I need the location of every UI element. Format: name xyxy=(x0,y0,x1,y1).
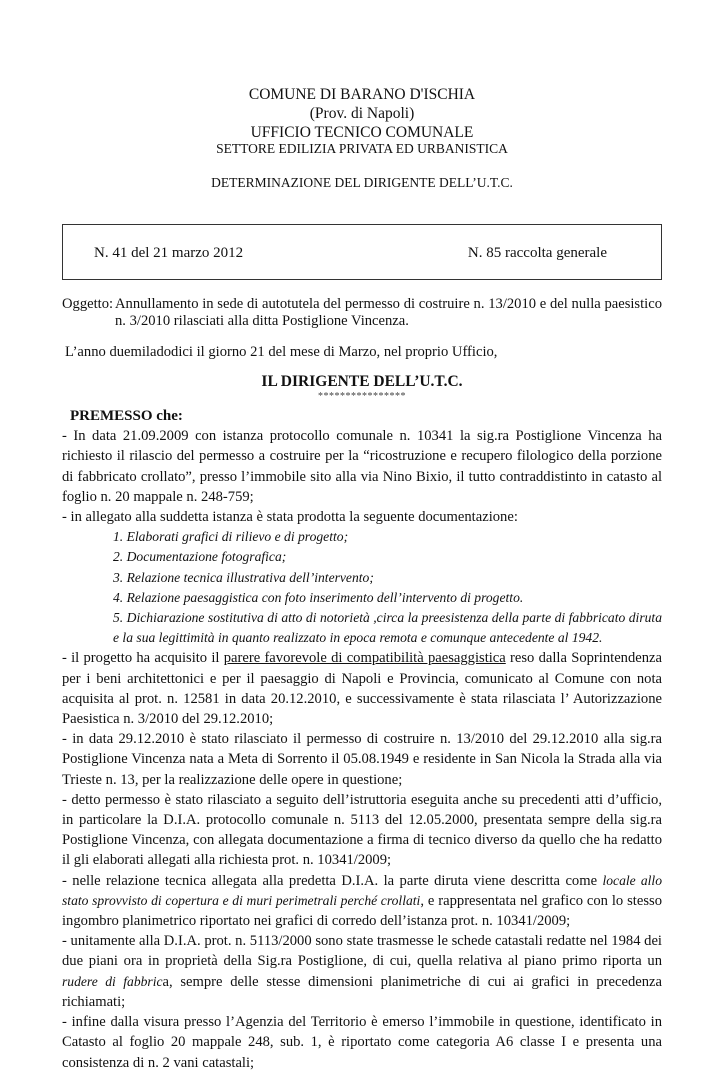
paragraph-text: , e rappresentata nel grafico con lo stesso ingombro planimetrico riportato nei grafici di corredo dell’istanza prot. n. 10341/2009; xyxy=(62,892,662,930)
list-item: 1. Elaborati grafici di rilievo e di progetto; xyxy=(113,529,349,545)
provincia: (Prov. di Napoli) xyxy=(309,105,415,122)
determination-number-box xyxy=(62,224,662,280)
paragraph-text: a, sempre delle stesse dimensioni planimetriche di cui ai grafici in precedenza richiamati; xyxy=(62,973,662,1010)
paragraph-text: reso dalla Soprintendenza per i beni architettonici e per il paesaggio di Napoli e Provincia, comunicato al Comune con nota acquisita al prot. n. 12581 in data 20.12.2010, e successivamente è stata rilasciata l’ Autorizzazione Paesistica n. 3/2010 del 29.12.2010; xyxy=(62,650,662,728)
italic-text: locale allo stato sprovvisto di copertura e di muri perimetrali perché crollati xyxy=(62,872,662,908)
italic-text: rudere di fabbric xyxy=(62,973,163,989)
subject xyxy=(62,296,662,329)
paragraph-6 xyxy=(62,871,662,932)
premesso-heading: PREMESSO che: xyxy=(70,408,183,425)
document-body xyxy=(62,296,662,1073)
list-item: 2. Documentazione fotografica; xyxy=(113,549,287,565)
paragraph-text: - nelle relazione tecnica allegata alla predetta D.I.A. la parte diruta viene descritta come xyxy=(62,872,603,889)
paragraph-4: - in data 29.12.2010 è stato rilasciato il permesso di costruire n. 13/2010 del 29.12.2010 alla sig.ra Postiglione Vincenza nata a Meta di Sorrento il 05.08.1949 e residente in San Nicola la Strada alla via Trieste n. 13, per la realizzazione delle opere in questione; xyxy=(62,731,662,788)
ufficio: UFFICIO TECNICO COMUNALE xyxy=(250,124,474,141)
paragraph-3 xyxy=(62,648,662,729)
paragraph-5: - detto permesso è stato rilasciato a seguito dell’istruttoria eseguita anche su precedenti atti d’ufficio, in particolare la D.I.A. protocollo comunale n. 5113 del 12.05.2000, presentata sempre della sig.ra Postiglione Vincenza, con allegata documentazione a firma di tecnico diverso da quello che ha redatto il gli elaborati allegati alla richiesta prot. n. 10341/2009; xyxy=(62,791,662,869)
determination-number: N. 41 del 21 marzo 2012 xyxy=(94,245,244,261)
paragraph-text: - il progetto ha acquisito il xyxy=(62,650,224,667)
paragraph-text: - unitamente alla D.I.A. prot. n. 5113/2000 sono state trasmesse le schede catastali redatte nel 1984 dei due piani ora in proprietà della Sig.ra Postiglione, di cui, quella relativa al piano primo riporta un xyxy=(62,933,662,970)
list-item: 3. Relazione tecnica illustrativa dell’intervento; xyxy=(113,569,374,585)
paragraph-7 xyxy=(62,931,662,1012)
list-item: 4. Relazione paesaggistica con foto inserimento dell’intervento di progetto. xyxy=(113,589,524,605)
subject-label: Oggetto: xyxy=(62,296,114,312)
comune-name: COMUNE DI BARANO D'ISCHIA xyxy=(248,86,476,103)
dirigente-heading: IL DIRIGENTE DELL’U.T.C. xyxy=(261,373,463,391)
list-item: 5. Dichiarazione sostitutiva di atto di notorietà ,circa la preesistenza della parte di fabbricato diruta e la sua legittimità in quanto realizzato in epoca remota e comunque antecedente al 1942. xyxy=(113,610,662,646)
underlined-text: parere favorevole di compatibilità paesaggistica xyxy=(223,650,506,667)
subject-text: Annullamento in sede di autotutela del permesso di costruire n. 13/2010 e del nulla paesistico n. 3/2010 rilasciati alla ditta Postiglione Vincenza. xyxy=(115,296,662,329)
determinazione-title: DETERMINAZIONE DEL DIRIGENTE DELL’U.T.C. xyxy=(211,175,513,190)
stars-divider: **************** xyxy=(318,391,406,403)
intro-text: L’anno duemiladodici il giorno 21 del mese di Marzo, nel proprio Ufficio, xyxy=(65,344,498,360)
settore: SETTORE EDILIZIA PRIVATA ED URBANISTICA xyxy=(216,141,508,156)
paragraph-2: - in allegato alla suddetta istanza è stata prodotta la seguente documentazione: xyxy=(62,509,518,526)
general-collection-number: N. 85 raccolta generale xyxy=(467,245,607,261)
documentation-list xyxy=(62,527,662,648)
paragraph-8: - infine dalla visura presso l’Agenzia del Territorio è emerso l’immobile in questione, identificato in Catasto al foglio 20 mappale 248, sub. 1, è riportato come categoria A6 classe I e presenta una consistenza di n. 2 vani catastali; xyxy=(62,1014,662,1071)
paragraph-1: - In data 21.09.2009 con istanza protocollo comunale n. 10341 la sig.ra Postiglione Vincenza ha richiesto il rilascio del permesso a costruire per la “ricostruzione e recupero filologico della porzione di fabbricato crollato”, presso l’immobile sito alla via Nino Bixio, il tutto contraddistinto in catasto al foglio n. 20 mappale n. 248-759; xyxy=(62,428,662,505)
